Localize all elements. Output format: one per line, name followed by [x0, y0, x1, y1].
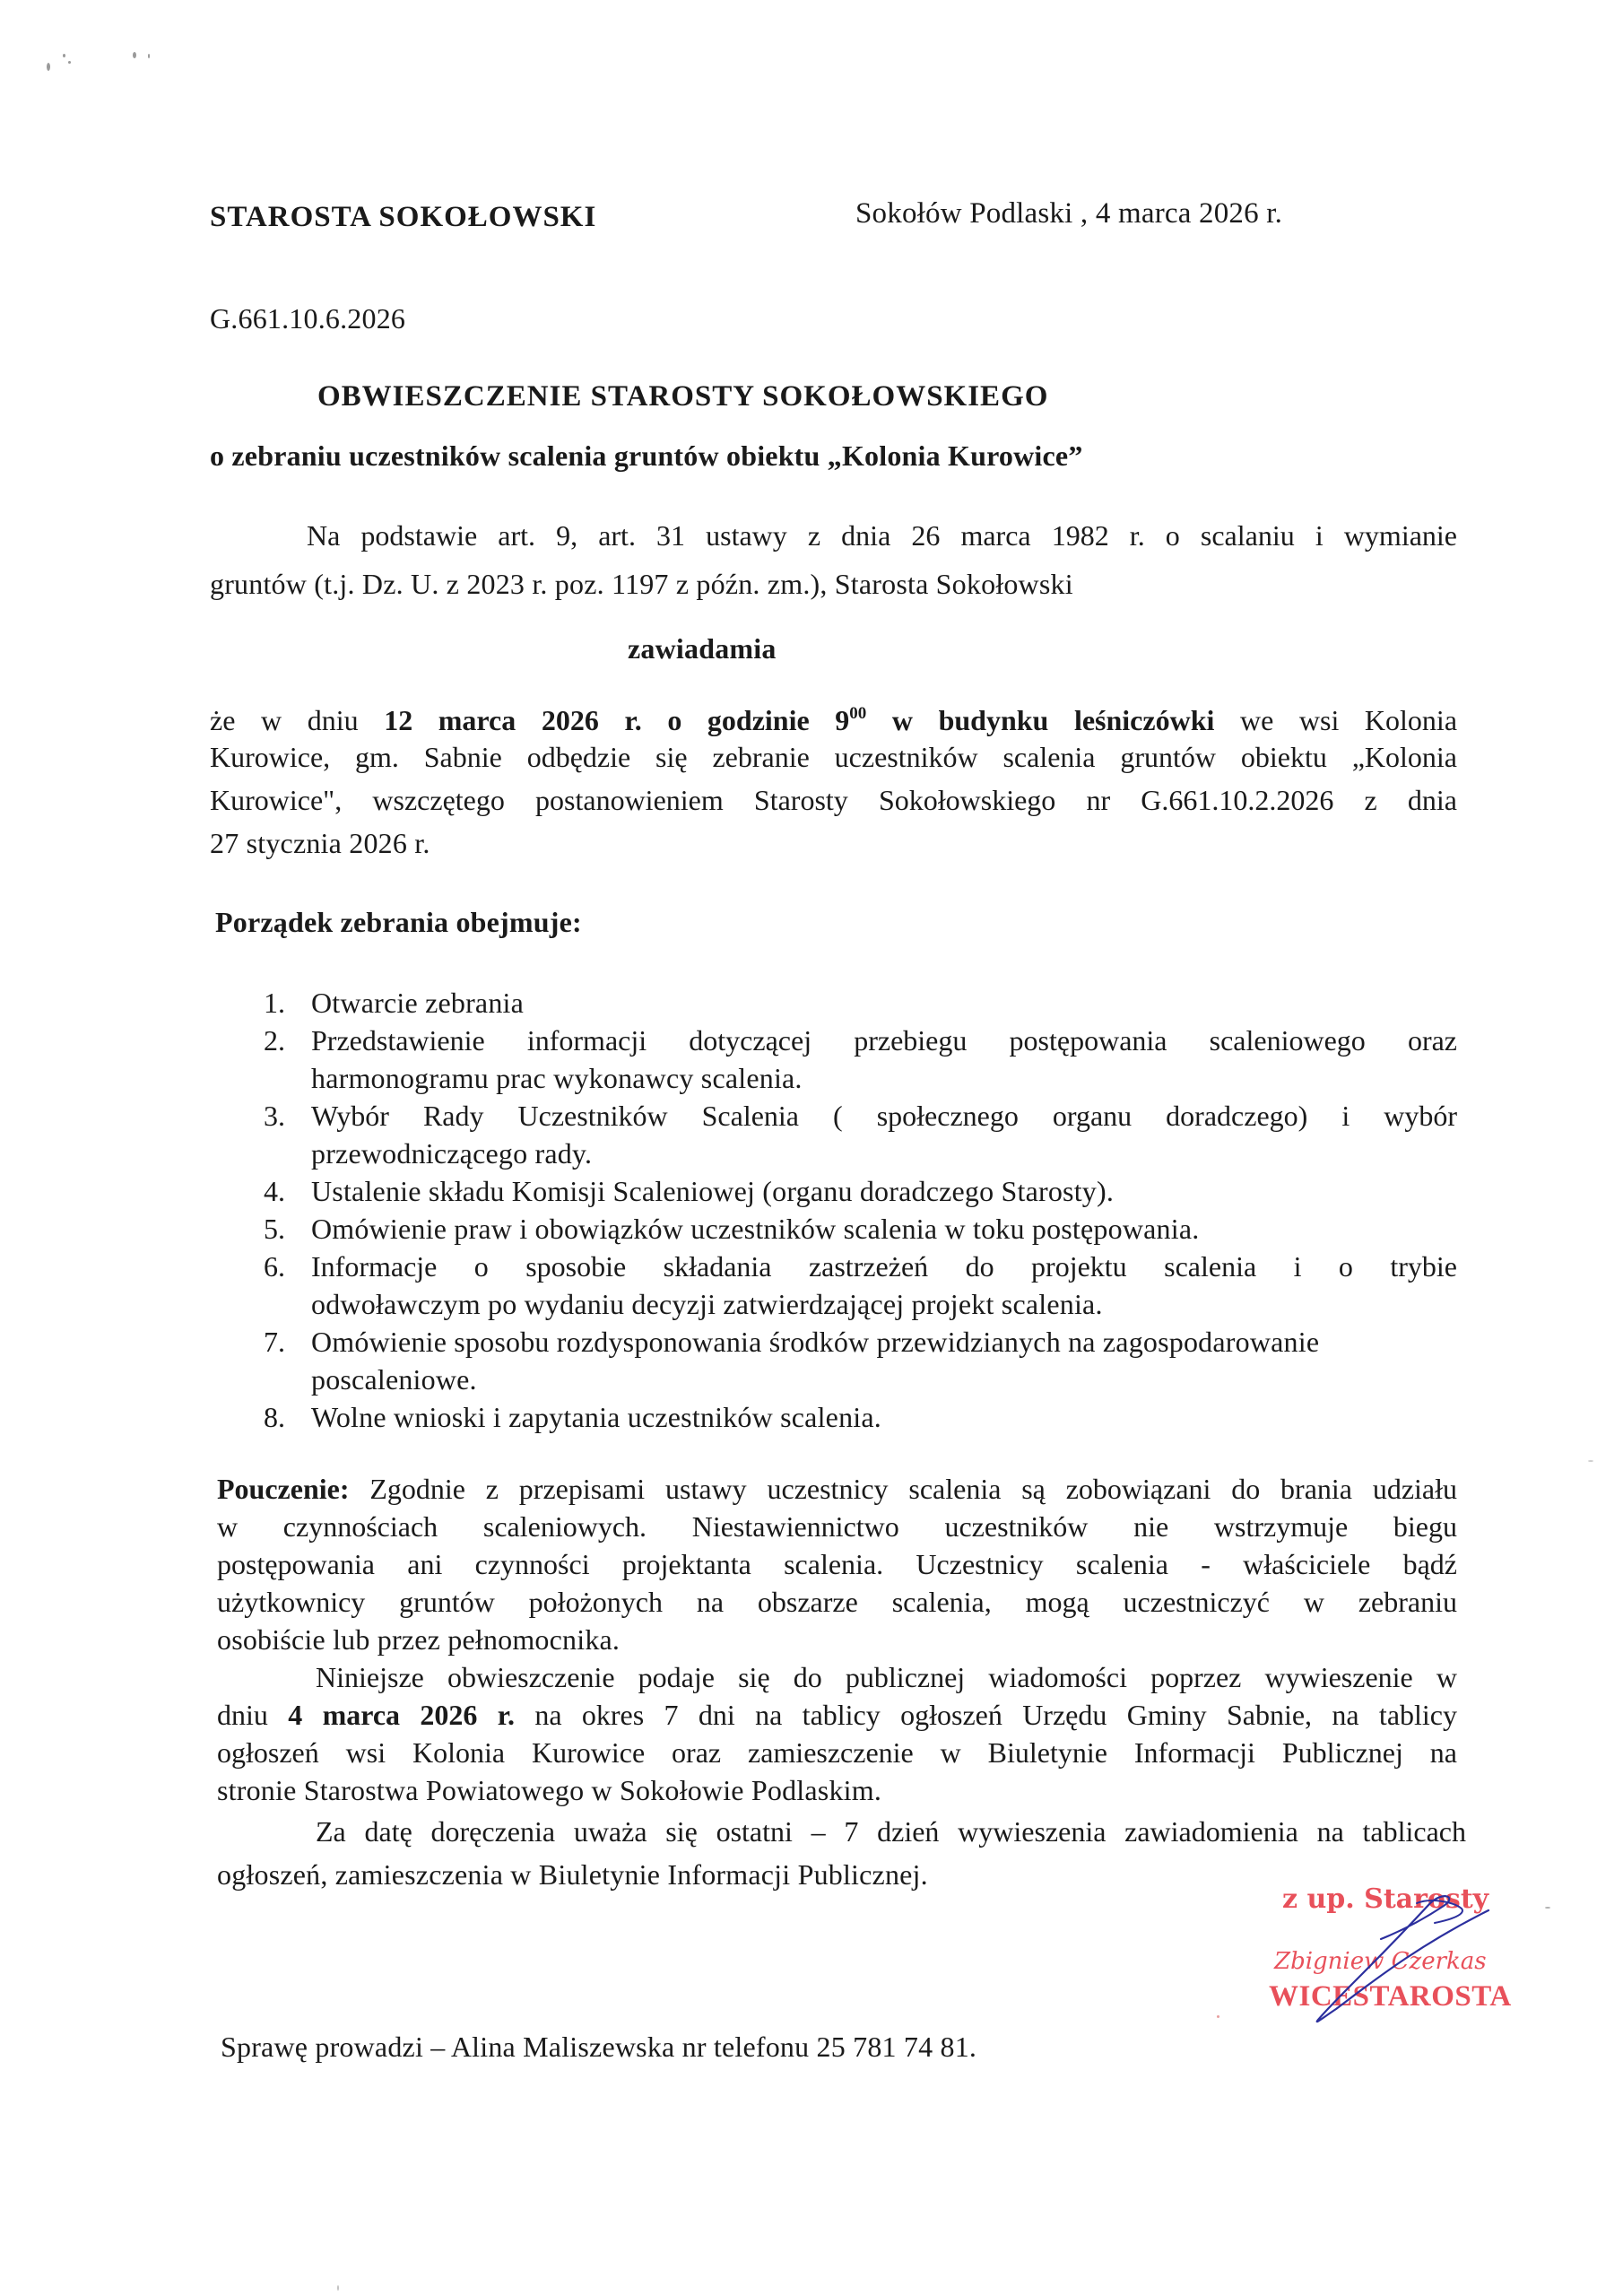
notice-subtitle: o zebraniu uczestników scalenia gruntów obiektu „Kolonia Kurowice” — [210, 439, 1083, 472]
stamp-title: WICESTAROSTA — [1269, 1980, 1512, 2013]
agenda-item-text: Przedstawienie informacji dotyczącej przebiegu postępowania scaleniowego oraz — [311, 1024, 1457, 1057]
stamp-authorization: z up. Starosty — [1282, 1883, 1489, 1915]
stamp-name: Zbigniew Czerkas — [1274, 1948, 1487, 1975]
announces-heading: zawiadamia — [628, 632, 777, 665]
meeting-date-year: 2026 r. — [541, 704, 642, 736]
agenda-heading: Porządek zebrania obejmuje: — [215, 906, 582, 938]
instruction-line-4: użytkownicy gruntów położonych na obszarze scalenia, mogą uczestniczyć w zebraniu — [217, 1586, 1457, 1618]
agenda-item-text: Ustalenie składu Komisji Scaleniowej (organu doradczego Starosty). — [311, 1175, 1115, 1207]
notice-title: OBWIESZCZENIE STAROSTY SOKOŁOWSKIEGO — [317, 380, 1049, 413]
scan-artifact — [1588, 1460, 1593, 1462]
meeting-time — [667, 704, 866, 736]
meeting-line-2: Kurowice, gm. Sabnie odbędzie się zebranie uczestników scalenia gruntów obiektu „Kolonia — [210, 741, 1457, 773]
agenda-item-number: 7. — [264, 1326, 285, 1358]
instruction-line-1 — [217, 1471, 1457, 1507]
scan-artifact — [148, 54, 150, 58]
agenda-item-number: 2. — [264, 1024, 285, 1057]
scan-artifact — [337, 2285, 339, 2291]
agenda-item-text-cont: przewodniczącego rady. — [311, 1137, 593, 1170]
meeting-line-1 — [210, 696, 1457, 738]
agenda-item-text: Informacje o sposobie składania zastrzeżeń do projektu scalenia i o trybie — [311, 1250, 1457, 1283]
meeting-time-hour: o godzinie 9 — [667, 704, 850, 736]
meeting-date-day: 12 marca — [384, 704, 516, 736]
agenda-item-text: Wybór Rady Uczestników Scalenia ( społecznego organu doradczego) i wybór — [311, 1100, 1457, 1132]
delivery-line-2: ogłoszeń, zamieszczenia w Biuletynie Informacji Publicznej. — [217, 1858, 928, 1891]
agenda-item-number: 8. — [264, 1401, 285, 1433]
publication-line-4: stronie Starostwa Powiatowego w Sokołowie Podlaskim. — [217, 1774, 882, 1806]
agenda-item-text-cont: poscaleniowe. — [311, 1363, 477, 1396]
agenda-item-text-cont: odwoławczym po wydaniu decyzji zatwierdzającej projekt scalenia. — [311, 1288, 1103, 1320]
agenda-item-number: 3. — [264, 1100, 285, 1132]
delivery-line-1: Za datę doręczenia uważa się ostatni – 7 dzień wywieszenia zawiadomienia na tablicach — [316, 1815, 1466, 1848]
meeting-time-minutes: 00 — [849, 704, 867, 723]
meeting-line-4: 27 stycznia 2026 r. — [210, 827, 430, 859]
publication-date-year: 2026 r. — [420, 1699, 516, 1731]
agenda-item-text: Omówienie sposobu rozdysponowania środków przewidzianych na zagospodarowanie — [311, 1326, 1320, 1358]
scan-artifact — [47, 63, 50, 71]
publication-line-3: ogłoszeń wsi Kolonia Kurowice oraz zamieszczenie w Biuletynie Informacji Publicznej na — [217, 1736, 1457, 1769]
agenda-item-text: Omówienie praw i obowiązków uczestników scalenia w toku postępowania. — [311, 1213, 1200, 1245]
agenda-item-text: Wolne wnioski i zapytania uczestników scalenia. — [311, 1401, 881, 1433]
meeting-location-rest: we wsi Kolonia — [1239, 704, 1458, 736]
contact-line: Sprawę prowadzi – Alina Maliszewska nr telefonu 25 781 74 81. — [221, 2031, 977, 2063]
meeting-prefix: że w dniu — [210, 704, 359, 736]
instruction-label: Pouczenie: — [217, 1473, 350, 1505]
place-date: Sokołów Podlaski , 4 marca 2026 r. — [855, 197, 1283, 230]
scan-artifact — [68, 61, 71, 64]
scan-artifact — [1217, 2015, 1219, 2018]
agenda-item-number: 6. — [264, 1250, 285, 1283]
instruction-line-5: osobiście lub przez pełnomocnika. — [217, 1623, 621, 1656]
publication-prefix: dniu — [217, 1699, 268, 1731]
issuer-heading: STAROSTA SOKOŁOWSKI — [210, 201, 597, 233]
intro-line-1: Na podstawie art. 9, art. 31 ustawy z dnia 26 marca 1982 r. o scalaniu i wymianie — [307, 519, 1457, 552]
agenda-item-number: 5. — [264, 1213, 285, 1245]
agenda-item-text: Otwarcie zebrania — [311, 987, 525, 1019]
scan-artifact — [63, 54, 65, 57]
instruction-line-2: w czynnościach scaleniowych. Niestawiennictwo uczestników nie wstrzymuje biegu — [217, 1510, 1457, 1543]
reference-number: G.661.10.6.2026 — [210, 302, 406, 335]
instruction-text: Zgodnie z przepisami ustawy uczestnicy scalenia są zobowiązani do brania udziału — [369, 1473, 1458, 1505]
instruction-line-3: postępowania ani czynności projektanta scalenia. Uczestnicy scalenia - właściciele bądź — [217, 1548, 1457, 1580]
publication-line-1: Niniejsze obwieszczenie podaje się do publicznej wiadomości poprzez wywieszenie w — [316, 1661, 1457, 1693]
meeting-location: w budynku leśniczówki — [891, 704, 1215, 736]
scan-artifact — [133, 52, 136, 58]
signature-icon — [1273, 1883, 1506, 2063]
meeting-line-3: Kurowice", wszczętego postanowieniem Starosty Sokołowskiego nr G.661.10.2.2026 z dnia — [210, 784, 1457, 816]
publication-line-2 — [217, 1697, 1457, 1733]
intro-line-2: gruntów (t.j. Dz. U. z 2023 r. poz. 1197 z późn. zm.), Starosta Sokołowski — [210, 568, 1073, 600]
agenda-item-text-cont: harmonogramu prac wykonawcy scalenia. — [311, 1062, 803, 1094]
scan-artifact — [1545, 1907, 1550, 1909]
agenda-item-number: 1. — [264, 987, 285, 1019]
publication-rest: na okres 7 dni na tablicy ogłoszeń Urzędu Gminy Sabnie, na tablicy — [534, 1699, 1458, 1731]
publication-date-day: 4 marca — [288, 1699, 401, 1731]
agenda-item-number: 4. — [264, 1175, 285, 1207]
